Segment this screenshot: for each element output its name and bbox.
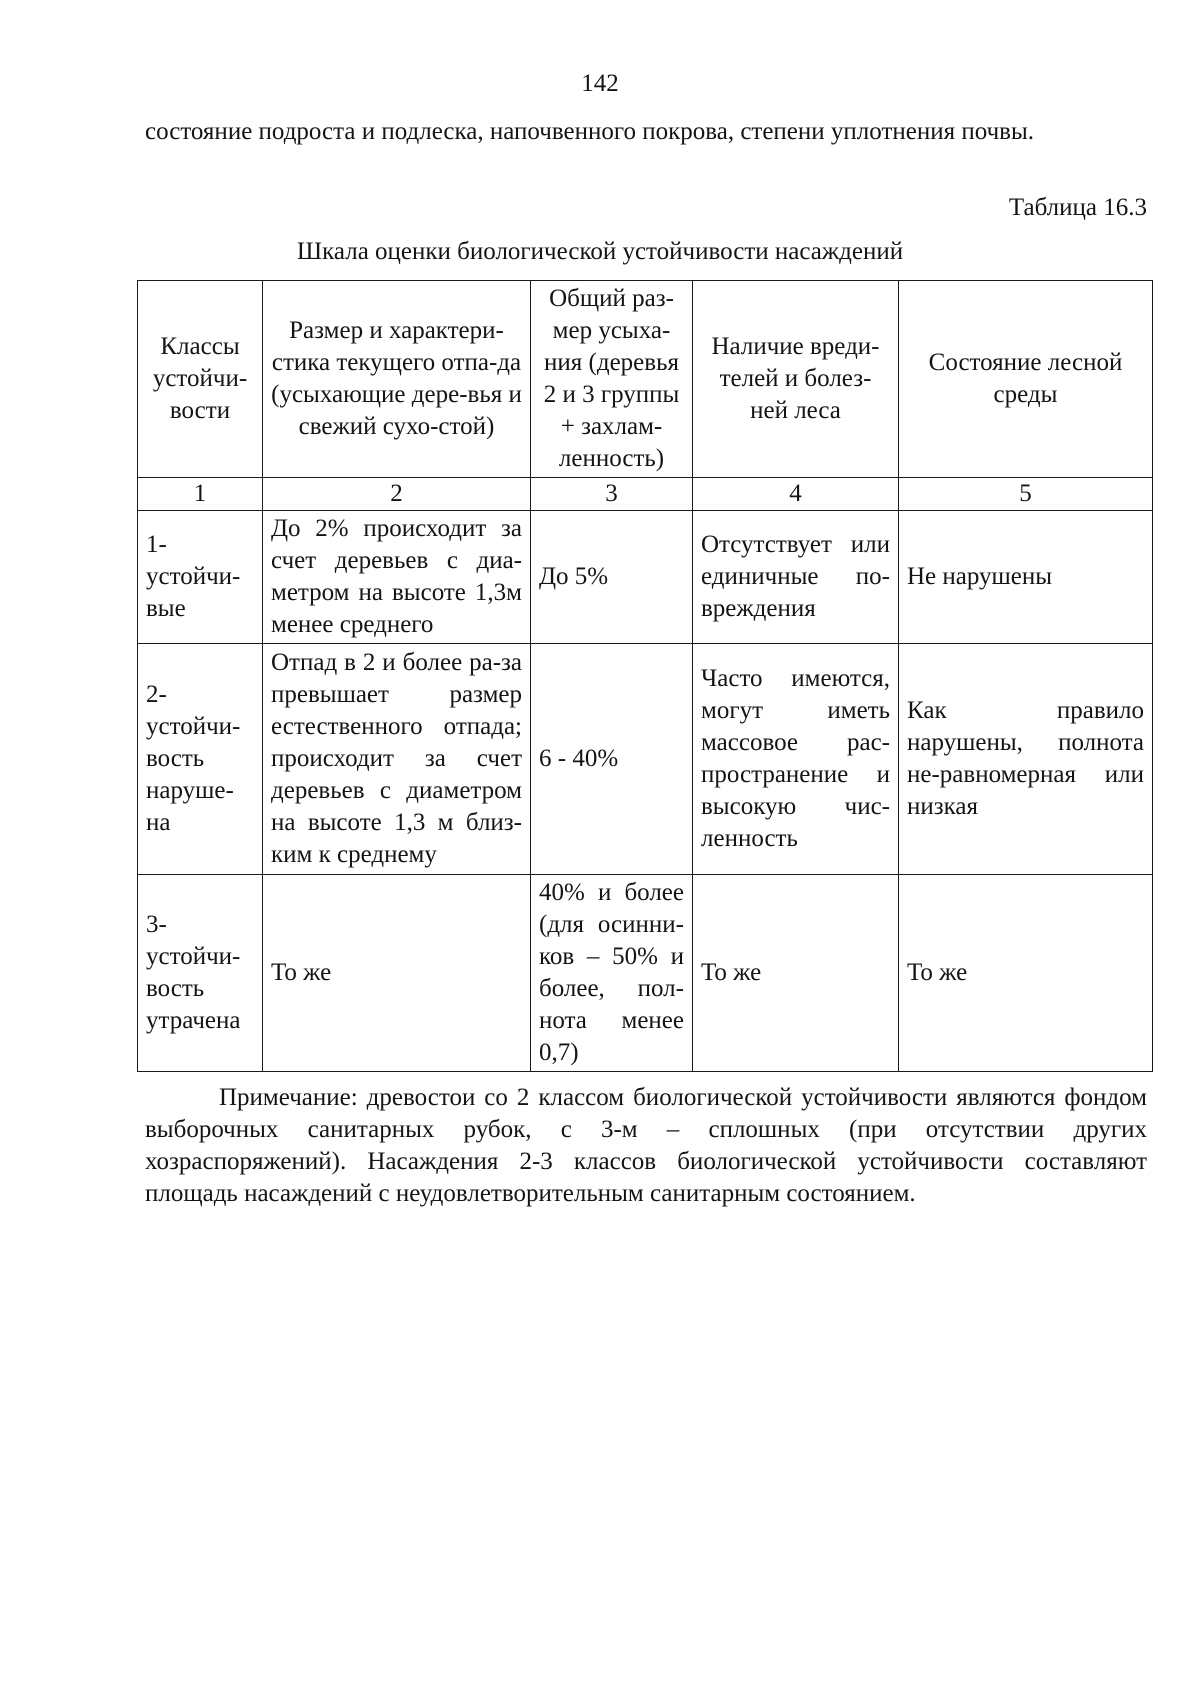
table-cell: До 2% происходит за счет деревьев с диа-метром на высоте 1,3м менее среднего xyxy=(263,511,531,644)
table-cell: 1-устойчи-вые xyxy=(138,511,263,644)
table-cell: До 5% xyxy=(531,511,693,644)
intro-paragraph: состояние подроста и подлеска, напочвенного покрова, степени уплотнения почвы. xyxy=(145,118,1035,145)
table-label: Таблица 16.3 xyxy=(1008,194,1147,221)
column-number-row xyxy=(138,478,1153,511)
table-cell: 3-устойчи-вость утрачена xyxy=(138,875,263,1072)
header-total-drying: Общий раз-мер усыха-ния (деревья 2 и 3 группы + захлам-ленность) xyxy=(531,281,693,478)
header-dieoff-size: Размер и характери-стика текущего отпа-да (усыхающие дере-вья и свежий сухо-стой) xyxy=(263,281,531,478)
table-cell: То же xyxy=(899,875,1153,1072)
header-classes: Классы устойчи-вости xyxy=(138,281,263,478)
table-header-row xyxy=(138,281,1153,478)
table-cell: Как правило нарушены, полнота не-равномерная или низкая xyxy=(899,644,1153,875)
table-cell: То же xyxy=(263,875,531,1072)
table-cell: Отсутствует или единичные по-вреждения xyxy=(693,511,899,644)
column-number: 1 xyxy=(138,478,263,511)
table-cell: Отпад в 2 и более ра-за превышает размер естественного отпада; происходит за счет деревьев с диаметром на высоте 1,3 м близ-ким к среднему xyxy=(263,644,531,875)
table-row xyxy=(138,511,1153,644)
table-row xyxy=(138,875,1153,1072)
header-pests-diseases: Наличие вреди-телей и болез-ней леса xyxy=(693,281,899,478)
table-title: Шкала оценки биологической устойчивости насаждений xyxy=(296,238,904,265)
column-number: 4 xyxy=(693,478,899,511)
column-number: 2 xyxy=(263,478,531,511)
note-paragraph: Примечание: древостои со 2 классом биологической устойчивости являются фондом выборочных санитарных рубок, с 3-м – сплошных (при отсутствии других хозраспоряжений). Насаждения 2-3 классов биологической устойчивости составляют площадь насаждений с неудовлетворительным санитарным состоянием. xyxy=(145,1084,1147,1207)
table-row xyxy=(138,644,1153,875)
column-number: 3 xyxy=(531,478,693,511)
table-cell: Не нарушены xyxy=(899,511,1153,644)
stability-table xyxy=(137,280,1153,1072)
table-cell: 6 - 40% xyxy=(531,644,693,875)
table-cell: 2-устойчи-вость наруше-на xyxy=(138,644,263,875)
table-cell: То же xyxy=(693,875,899,1072)
table-cell: Часто имеются, могут иметь массовое рас-пространение и высокую чис-ленность xyxy=(693,644,899,875)
header-forest-environment: Состояние лесной среды xyxy=(899,281,1153,478)
column-number: 5 xyxy=(899,478,1153,511)
table-cell: 40% и более (для осинни-ков – 50% и более, пол-нота менее 0,7) xyxy=(531,875,693,1072)
page-number: 142 xyxy=(581,70,619,97)
